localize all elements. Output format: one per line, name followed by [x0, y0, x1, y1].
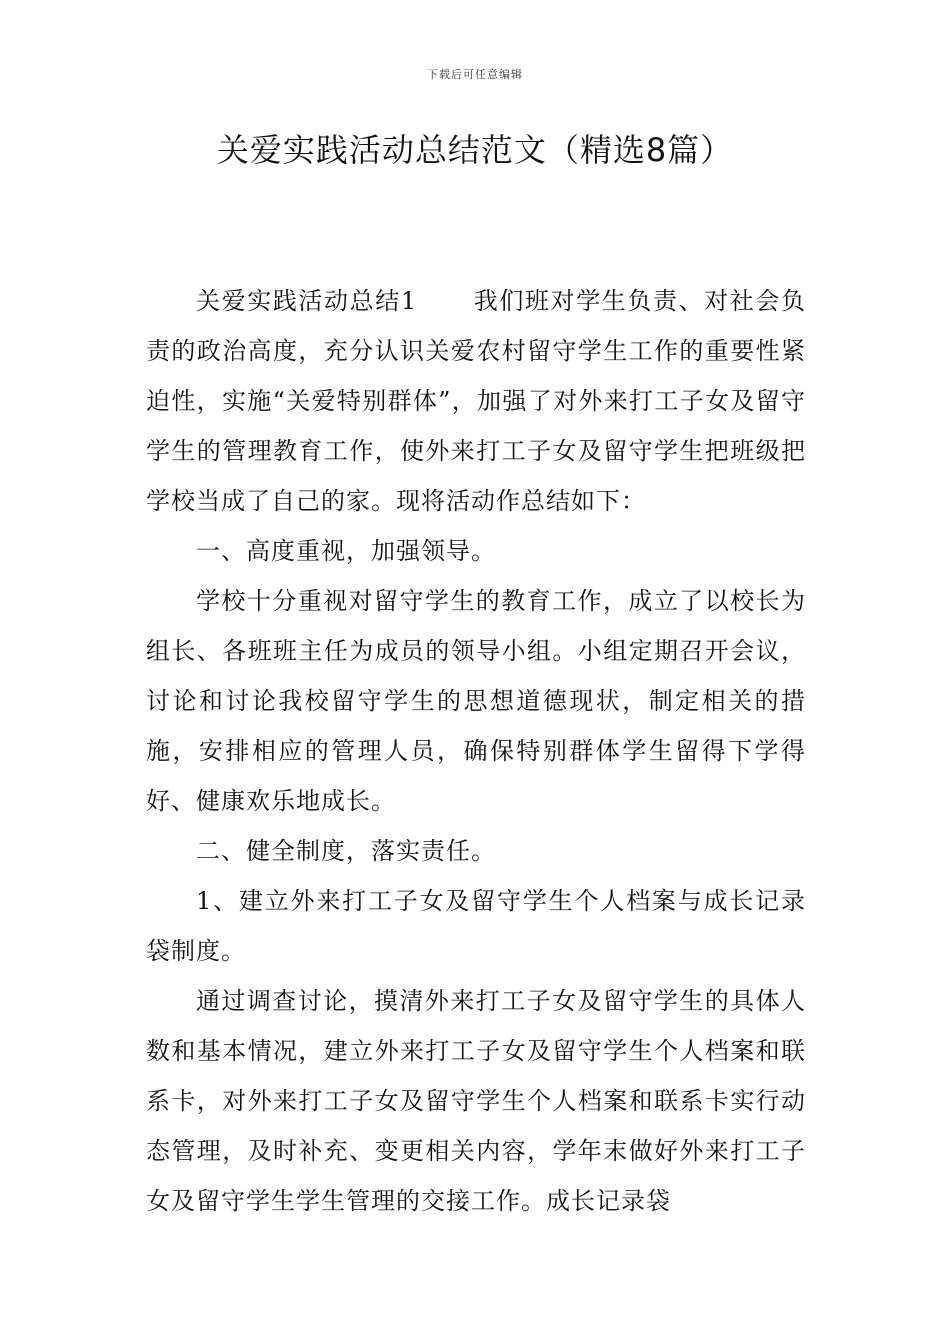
- section-heading: 关爱实践活动总结1: [196, 287, 418, 315]
- paragraph-1: [146, 276, 806, 526]
- paragraph-2: 一、高度重视，加强领导。: [196, 537, 496, 565]
- paragraph-4: 二、健全制度，落实责任。: [196, 837, 496, 865]
- paragraph-text: 我们班对学生负责、对社会负责的政治高度，充分认识关爱农村留守学生工作的重要性紧迫性，实施“关爱特别群体”，加强了对外来打工子女及留守学生的管理教育工作，使外来打工子女及留守学生把班级把学校当成了自己的家。现将活动作总结如下：: [146, 287, 806, 515]
- paragraph-6: 通过调查讨论，摸清外来打工子女及留守学生的具体人数和基本情况，建立外来打工子女及留守学生个人档案和联系卡，对外来打工子女及留守学生个人档案和联系卡实行动态管理，及时补充、变更相关内容，学年末做好外来打工子女及留守学生学生管理的交接工作。成长记录袋: [146, 987, 806, 1215]
- page-header-note: 下载后可任意编辑: [427, 68, 523, 81]
- paragraph-3: 学校十分重视对留守学生的教育工作，成立了以校长为组长、各班班主任为成员的领导小组。小组定期召开会议，讨论和讨论我校留守学生的思想道德现状，制定相关的措施，安排相应的管理人员，确保特别群体学生留得下学得好、健康欢乐地成长。: [146, 587, 806, 815]
- document-body: [146, 276, 806, 1226]
- paragraph-5: 1、建立外来打工子女及留守学生个人档案与成长记录袋制度。: [146, 887, 806, 965]
- document-title: 关爱实践活动总结范文（精选8篇）: [216, 131, 734, 169]
